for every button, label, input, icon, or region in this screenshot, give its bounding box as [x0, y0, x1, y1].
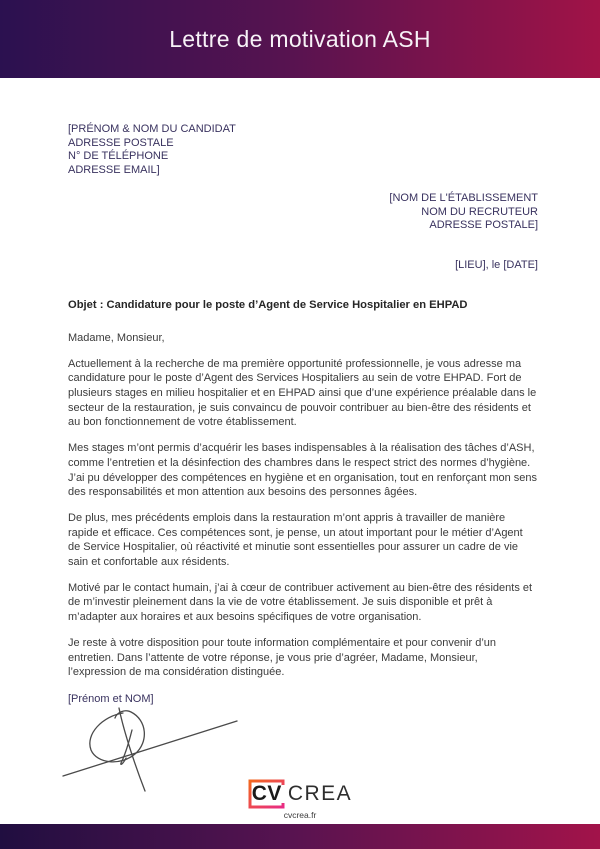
recipient-address-block — [68, 192, 538, 233]
sender-line: [PRÉNOM & NOM DU CANDIDAT — [68, 123, 236, 135]
sender-line: ADRESSE EMAIL] — [68, 163, 160, 176]
salutation: Madame, Monsieur, — [68, 331, 165, 344]
paragraph-5: Je reste à votre disposition pour toute information complémentaire et pour convenir d’un entretien. Dans l’attente de votre réponse, je vous prie d’agréer, Madame, Monsieur, l’expression de ma considération distinguée. — [68, 636, 497, 679]
sender-address-block — [68, 123, 538, 177]
logo-cv-text: CV — [251, 782, 282, 805]
paragraph-3: De plus, mes précédents emplois dans la restauration m’ont appris à travailler de manière rapide et efficace. Ces compétences sont, je pense, un atout important pour le métier d’Agent de Service Hospitalier, où réactivité et minutie sont essentielles pour assurer un cadre de vie sain et confortable aux résidents. — [68, 511, 523, 569]
sender-line: N° DE TÉLÉPHONE — [68, 150, 169, 162]
paragraph-4: Motivé par le contact humain, j’ai à cœur de contribuer activement au bien-être des résidents et de m’investir pleinement dans la vie de votre établissement. Je suis disponible et prêt à m’adapter aux horaires et aux besoins spécifiques de votre organisation. — [68, 581, 533, 624]
letter-body — [68, 78, 538, 707]
signature-name-placeholder: [Prénom et NOM] — [68, 692, 154, 705]
website-url: cvcrea.fr — [283, 810, 317, 820]
paragraph-2: Mes stages m’ont permis d’acquérir les bases indispensables à la réalisation des tâches d’ASH, comme l’entretien et la désinfection des chambres dans le respect strict des normes d’hygiène. J’ai pu développer des compétences en hygiène et en organisation, tout en renforçant mon sens des responsabilités et mon attention aux besoins des personnes âgées. — [68, 442, 538, 499]
sender-line: ADRESSE POSTALE — [68, 136, 174, 149]
paragraph-1: Actuellement à la recherche de ma première opportunité professionnelle, je vous adresse ma candidature pour le poste d’Agent des Services Hospitaliers au sein de votre EHPAD. Fort de plusieurs stages en milieu hospitalier et en EHPAD ainsi que d’une expérience préalable dans le secteur de la restauration, je suis convaincu de pouvoir contribuer au bien-être des résidents et au bon fonctionnement de votre établissement. — [68, 357, 537, 429]
recipient-line: NOM DU RECRUTEUR — [421, 205, 538, 218]
logo-crea-text: CREA — [287, 782, 353, 805]
cvcrea-logo — [0, 779, 600, 809]
subject-line: Objet : Candidature pour le poste d’Agent de Service Hospitalier en EHPAD — [68, 299, 468, 312]
date-line: [LIEU], le [DATE] — [455, 258, 538, 271]
title-banner — [0, 0, 600, 78]
footer-gradient-bar — [0, 824, 600, 849]
recipient-line: [NOM DE L'ÉTABLISSEMENT — [389, 192, 538, 204]
recipient-line: ADRESSE POSTALE] — [429, 219, 538, 231]
page-title: Lettre de motivation ASH — [169, 25, 431, 52]
